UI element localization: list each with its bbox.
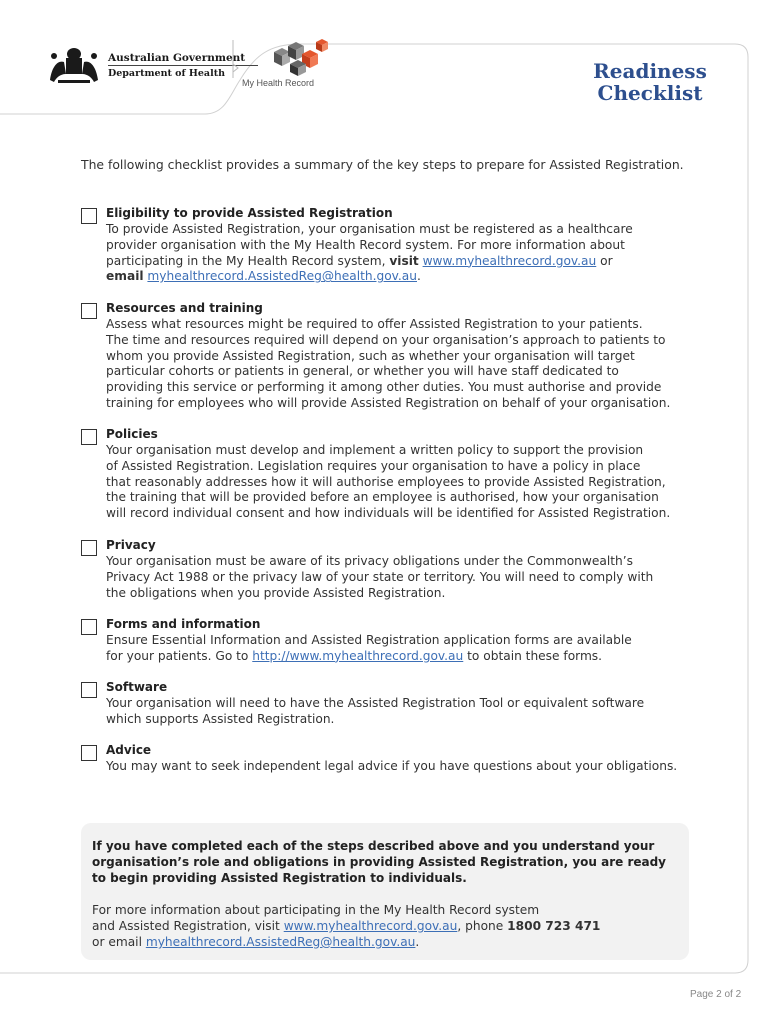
body-line: providing this service or performing it among other duties. You must authorise and provide xyxy=(106,380,662,395)
body-line: which supports Assisted Registration. xyxy=(106,711,335,726)
callout-email-link[interactable]: myhealthrecord.AssistedReg@health.gov.au xyxy=(145,935,416,949)
item-title: Resources and training xyxy=(106,301,263,315)
item-title: Advice xyxy=(106,743,152,757)
summary-callout xyxy=(81,823,689,960)
forms-link[interactable]: http://www.myhealthrecord.gov.au xyxy=(252,648,464,663)
item-title: Privacy xyxy=(106,538,156,552)
callout-website-link[interactable]: www.myhealthrecord.gov.au xyxy=(283,919,458,933)
body-line: particular cohorts or patients in general, or whether you will have staff dedicated to xyxy=(106,364,619,379)
item-body xyxy=(106,759,677,775)
body-line: participating in the My Health Record system, visit www.myhealthrecord.gov.au or xyxy=(106,253,613,268)
checkbox-forms[interactable] xyxy=(81,619,97,635)
body-line: You may want to seek independent legal advice if you have questions about your obligations. xyxy=(106,759,678,773)
checkbox-eligibility[interactable] xyxy=(81,208,97,224)
checkbox-advice[interactable] xyxy=(81,745,97,761)
body-line: Your organisation must develop and implement a written policy to support the provision xyxy=(106,443,644,457)
body-line: for your patients. Go to http://www.myhealthrecord.gov.au to obtain these forms. xyxy=(106,648,603,663)
brand-name: My Health Record xyxy=(242,78,315,88)
item-title: Eligibility to provide Assisted Registration xyxy=(106,206,393,220)
item-body xyxy=(106,317,670,412)
item-body xyxy=(106,633,632,665)
body-line: that reasonably addresses how it will authorise employees to provide Assisted Registration, xyxy=(106,474,666,489)
item-body xyxy=(106,443,670,522)
item-title: Forms and information xyxy=(106,617,261,631)
australian-government-logo xyxy=(44,40,246,90)
body-line: Privacy Act 1988 or the privacy law of your state or territory. You will need to comply with xyxy=(106,569,654,584)
email-link[interactable]: myhealthrecord.AssistedReg@health.gov.au xyxy=(147,269,417,284)
checkbox-software[interactable] xyxy=(81,682,97,698)
callout-line: to begin providing Assisted Registration to individuals. xyxy=(92,871,467,885)
body-line: Assess what resources might be required to offer Assisted Registration to your patients. xyxy=(106,317,643,331)
callout-line: If you have completed each of the steps described above and you understand your xyxy=(92,839,655,853)
mhr-cubes-icon xyxy=(230,38,340,78)
item-body xyxy=(106,554,653,601)
body-line: the training that will be provided before an employee is authorised, how your organisation xyxy=(106,490,659,505)
department-name: Department of Health xyxy=(108,68,225,79)
my-health-record-logo xyxy=(230,38,340,94)
item-body xyxy=(106,696,644,728)
checkbox-privacy[interactable] xyxy=(81,540,97,556)
body-line: provider organisation with the My Health Record system. For more information about xyxy=(106,237,625,252)
website-link[interactable]: www.myhealthrecord.gov.au xyxy=(422,253,597,268)
body-line: The time and resources required will depend on your organisation’s approach to patients to xyxy=(106,332,666,347)
body-line: Your organisation will need to have the Assisted Registration Tool or equivalent software xyxy=(106,696,645,710)
body-line: of Assisted Registration. Legislation requires your organisation to have a policy in place xyxy=(106,458,641,473)
item-title: Software xyxy=(106,680,168,694)
callout-summary xyxy=(92,838,666,886)
title-line-1: Readiness xyxy=(593,59,707,83)
body-line: Ensure Essential Information and Assisted Registration application forms are available xyxy=(106,633,632,647)
checkbox-resources[interactable] xyxy=(81,303,97,319)
page-title xyxy=(580,60,720,104)
coat-of-arms-icon xyxy=(44,40,104,86)
body-line: will record individual consent and how individuals will be identified for Assisted Registration. xyxy=(106,506,671,521)
callout-line: organisation’s role and obligations in providing Assisted Registration, you are ready xyxy=(92,855,667,869)
gov-name: Australian Government xyxy=(108,52,246,64)
intro-text: The following checklist provides a summary of the key steps to prepare for Assisted Registration. xyxy=(81,157,684,172)
body-line: email myhealthrecord.AssistedReg@health.gov.au. xyxy=(106,269,421,284)
body-line: training for employees who will provide Assisted Registration on behalf of your organisation. xyxy=(106,395,671,410)
checkbox-policies[interactable] xyxy=(81,429,97,445)
page-number: Page 2 of 2 xyxy=(690,989,742,1000)
email-label: email xyxy=(106,269,144,284)
item-body xyxy=(106,222,633,285)
body-line: To provide Assisted Registration, your organisation must be registered as a healthcare xyxy=(106,222,633,236)
phone-number: 1800 723 471 xyxy=(507,919,601,933)
visit-label: visit xyxy=(389,253,419,268)
page-header xyxy=(0,0,770,120)
body-line: Your organisation must be aware of its privacy obligations under the Commonwealth’s xyxy=(106,554,633,568)
callout-line: and Assisted Registration, visit www.myhealthrecord.gov.au, phone 1800 723 471 xyxy=(92,919,601,933)
callout-contact-info xyxy=(92,902,600,950)
callout-line: or email myhealthrecord.AssistedReg@health.gov.au. xyxy=(92,935,420,949)
body-line: whom you provide Assisted Registration, such as whether your organisation will target xyxy=(106,348,635,363)
body-line: the obligations when you provide Assisted Registration. xyxy=(106,585,446,600)
callout-line: For more information about participating in the My Health Record system xyxy=(92,903,540,917)
item-title: Policies xyxy=(106,427,158,441)
title-line-2: Checklist xyxy=(597,81,703,105)
